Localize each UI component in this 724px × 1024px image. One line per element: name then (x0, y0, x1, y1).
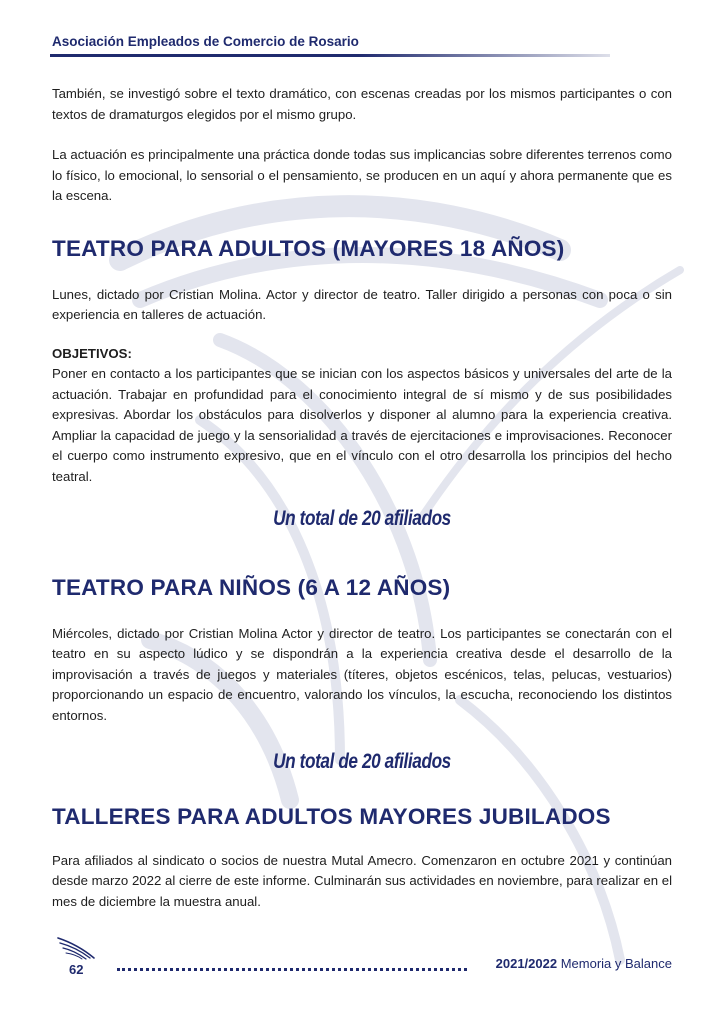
section-adults-description: Lunes, dictado por Cristian Molina. Actor y director de teatro. Taller dirigido a personas con poca o sin experiencia en talleres de actuación. (52, 286, 672, 322)
section-children-description: Miércoles, dictado por Cristian Molina Actor y director de teatro. Los participantes se conectarán con el teatro en su aspecto lúdico y se dispondrán a la experiencia creativa desde el desarrollo de la improvisación a través de juegos y materiales (títeres, objetos escénicos, telas, pelucas, vestuarios) proporcionando un espacio de encuentro, valorando los vínculos, la escucha, reconociendo los distintos entornos. (52, 625, 672, 723)
footer-year: 2021/2022 (495, 956, 558, 971)
children-affiliates-count: Un total de 20 afiliados (273, 750, 451, 773)
footer-label (496, 956, 672, 971)
wing-logo-icon (54, 934, 100, 962)
section-retirees-description: Para afiliados al sindicato o socios de nuestra Mutal Amecro. Comenzaron en octubre 2021 y continúan desde marzo 2022 al cierre de este informe. Culminarán sus actividades en noviembre, para realizar en el mes de diciembre la muestra anual. (52, 852, 672, 909)
footer-dotted-rule (117, 968, 467, 971)
intro-paragraph-1: También, se investigó sobre el texto dramático, con escenas creadas por los mismos participantes o con textos de dramaturgos elegidos por el mismo grupo. (52, 86, 672, 122)
page-number: 62 (69, 962, 84, 977)
intro-paragraph-2: La actuación es principalmente una práctica donde todas sus implicancias sobre diferentes terrenos como lo físico, lo emocional, lo sensorial o el pensamiento, se producen en un aquí y ahora permanente que es la escena. (52, 147, 672, 203)
adults-affiliates-count: Un total de 20 afiliados (273, 507, 451, 530)
objectives-label: OBJETIVOS: (52, 345, 132, 361)
header-rule (50, 54, 610, 57)
objectives-text: Poner en contacto a los participantes que se inician con los aspectos básicos y universales del arte de la actuación. Trabajar en profundidad para el conocimiento integral de sí mismo y de sus posibilidades expresivas. Abordar los obstáculos para disolverlos y disponer al alumno para la experiencia creativa. Ampliar la capacidad de juego y la sensorialidad a través de ejercitaciones e improvisaciones. Reconocer el cuerpo como instrumento expresivo, que en el vínculo con el otro desarrolla los principios del hecho teatral. (52, 366, 672, 484)
footer-subtitle: Memoria y Balance (560, 956, 672, 971)
section-retirees-title: TALLERES PARA ADULTOS MAYORES JUBILADOS (52, 803, 611, 829)
section-adults-title: TEATRO PARA ADULTOS (MAYORES 18 AÑOS) (52, 235, 565, 261)
section-children-title: TEATRO PARA NIÑOS (6 A 12 AÑOS) (52, 574, 451, 600)
main-content (52, 84, 672, 912)
header-title: Asociación Empleados de Comercio de Rosario (52, 34, 359, 49)
